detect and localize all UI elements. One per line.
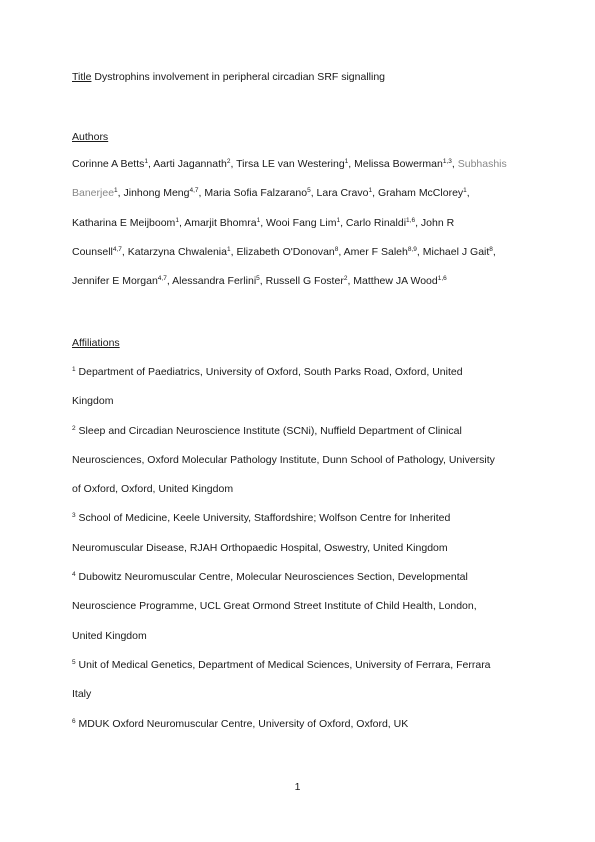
author-affil: 1: [226, 245, 231, 253]
author-name: Elizabeth O'Donovan: [236, 245, 335, 258]
author-affil: 8: [334, 245, 339, 253]
author-affil: 2: [343, 275, 348, 283]
author-affil: 1: [344, 158, 349, 165]
paper-title: Dystrophins involvement in peripheral circadian SRF signalling: [91, 71, 386, 83]
author-affil: 1,6: [437, 275, 447, 283]
affiliation-line: $^1$ Department of Paediatrics, University of Oxford, South Parks Road, Oxford, United: [72, 366, 463, 378]
author-name: Michael J Gait: [422, 245, 490, 258]
author-name: Russell G Foster: [265, 275, 344, 288]
author-name-split-end: Banerjee: [72, 187, 115, 200]
author-affil: 1: [336, 216, 341, 224]
author-line: Banerjee$^1$, Jinhong Meng$^{4,7}$, Maria Sofia Falzarano$^5$, Lara Cravo$^1$, Graham McClorey$^1$,: [72, 187, 470, 200]
affiliations-heading: Affiliations: [72, 337, 120, 349]
author-affil: 5: [307, 187, 311, 195]
author-affil: 8: [489, 245, 493, 253]
author-affil: 5: [256, 275, 260, 283]
author-name: Carlo Rinaldi: [345, 216, 407, 229]
author-name: Amer F Saleh: [343, 245, 408, 258]
author-name: Lara Cravo: [316, 187, 369, 200]
author-affil: 8,9: [407, 245, 417, 253]
author-line: Jennifer E Morgan$^{4,7}$, Alessandra Ferlini$^5$, Russell G Foster$^2$, Matthew JA Wood$^{1,6}$: [72, 275, 447, 288]
affiliation-line: Neuroscience Programme, UCL Great Ormond Street Institute of Child Health, London,: [72, 600, 477, 613]
author-name: Katarzyna Chwalenia: [127, 245, 227, 258]
affil-number: 6: [72, 717, 76, 725]
affiliation-line: of Oxford, Oxford, United Kingdom: [72, 483, 234, 496]
author-name-split-end: Counsell: [72, 245, 113, 258]
authors-block: [72, 158, 532, 304]
author-name: Matthew JA Wood: [353, 275, 438, 288]
affil-number: 5: [72, 658, 76, 666]
author-affil: 2: [226, 158, 231, 165]
author-name: Jinhong Meng: [123, 187, 190, 200]
author-line: Katharina E Meijboom$^1$, Amarjit Bhomra$^1$, Wooi Fang Lim$^1$, Carlo Rinaldi$^{1,6}$, John R: [72, 216, 455, 229]
affil-number: 4: [72, 571, 76, 579]
affiliation-line: United Kingdom: [72, 629, 147, 642]
author-affil: 1: [144, 158, 149, 165]
author-name: Tirsa LE van Westering: [236, 158, 345, 170]
title-label: Title: [72, 71, 92, 83]
affil-number: 1: [72, 366, 76, 373]
affiliation-line: Italy: [72, 688, 92, 701]
author-name: Melissa Bowerman: [354, 158, 443, 170]
affiliation-line: Kingdom: [72, 395, 114, 408]
author-name-split-start: John R: [420, 216, 455, 229]
author-name: Jennifer E Morgan: [72, 275, 158, 288]
affil-number: 3: [72, 512, 76, 520]
affiliation-line: $^3$ School of Medicine, Keele University, Staffordshire; Wolfson Centre for Inherited: [72, 512, 451, 525]
affiliation-line: [72, 718, 532, 747]
affiliation-line: Neurosciences, Oxford Molecular Pathology Institute, Dunn School of Pathology, University: [72, 453, 495, 466]
author-name: Katharina E Meijboom: [72, 216, 176, 229]
author-name: Aarti Jagannath: [153, 158, 227, 170]
author-affil: 1: [463, 187, 467, 195]
author-name: Wooi Fang Lim: [266, 216, 337, 229]
author-name: Amarjit Bhomra: [184, 216, 257, 229]
affiliation-text: MDUK Oxford Neuromuscular Centre, University of Oxford, Oxford, UK: [78, 717, 409, 730]
author-affil: 1: [175, 216, 179, 224]
author-affil: 4,7: [112, 245, 122, 253]
affiliation-line: $^5$ Unit of Medical Genetics, Department of Medical Sciences, University of Ferrara, Ferrara: [72, 658, 491, 671]
affiliation-line: Neuromuscular Disease, RJAH Orthopaedic Hospital, Oswestry, United Kingdom: [72, 541, 448, 554]
author-name: Graham McClorey: [377, 187, 464, 200]
author-name: Corinne A Betts: [72, 158, 145, 170]
affiliations-block: [72, 366, 532, 747]
affiliation-line: $^2$ Sleep and Circadian Neuroscience Institute (SCNi), Nuffield Department of Clinical: [72, 424, 462, 437]
page-number: 1: [294, 781, 301, 793]
author-name: Maria Sofia Falzarano: [204, 187, 308, 200]
title-line: [72, 71, 385, 83]
authors-heading: Authors: [72, 131, 109, 143]
author-name: Alessandra Ferlini: [172, 275, 257, 288]
author-affil: 4,7: [189, 187, 199, 195]
author-affil: 1: [368, 187, 373, 195]
author-affil: 1,6: [406, 216, 416, 224]
author-affil: 1: [256, 216, 261, 224]
author-name-split-start: Subhashis: [457, 158, 507, 170]
author-affil: 4,7: [157, 275, 167, 283]
author-affil: 1,3: [442, 158, 452, 165]
author-affil: 1: [114, 187, 118, 195]
author-line: Counsell$^{4,7}$, Katarzyna Chwalenia$^1$, Elizabeth O'Donovan$^8$, Amer F Saleh$^{8,9}$, Michael J Gait$^8$,: [72, 245, 496, 258]
affil-number: 2: [72, 424, 76, 432]
author-line: Corinne A Betts$^1$, Aarti Jagannath$^2$, Tirsa LE van Westering$^1$, Melissa Bowerman$^{1,3}$, Subhashis: [72, 158, 507, 170]
affiliation-line: $^4$ Dubowitz Neuromuscular Centre, Molecular Neurosciences Section, Developmental: [72, 571, 468, 584]
